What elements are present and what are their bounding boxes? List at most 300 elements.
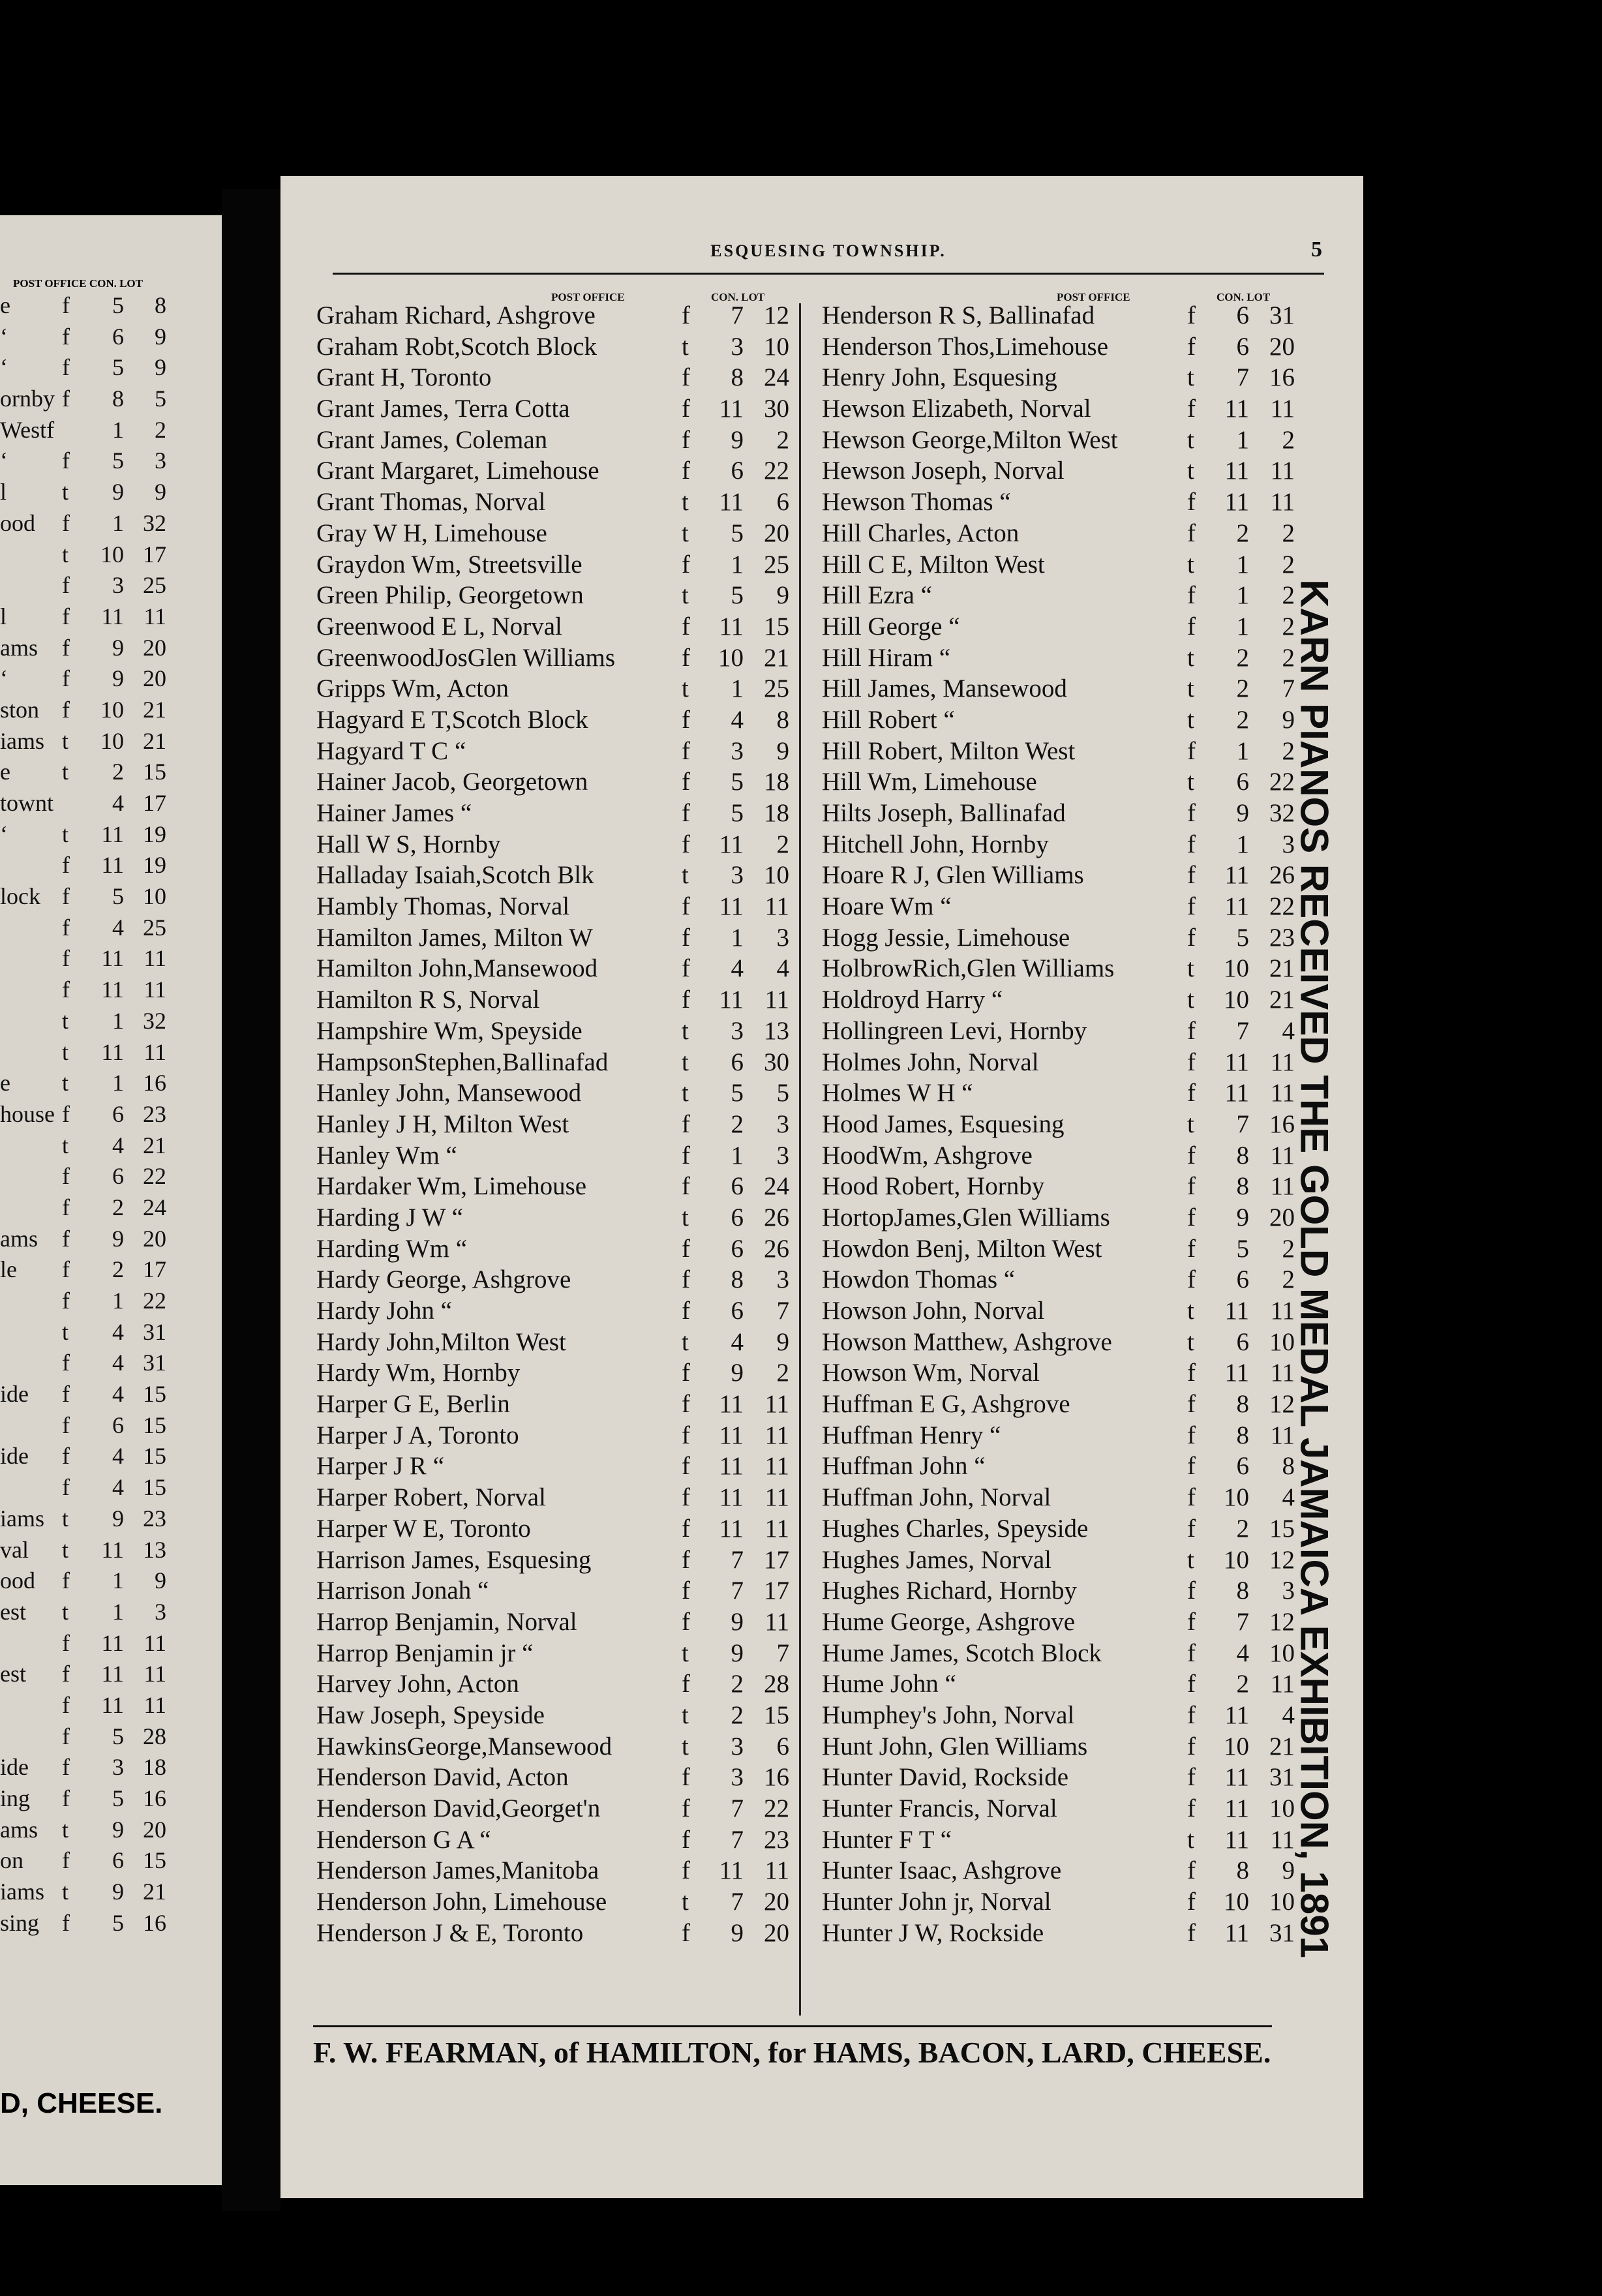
entry-name: Hogg Jessie, Limehouse (822, 923, 1070, 952)
entry-lot: 21 (143, 727, 166, 754)
entry-concession: 4 (731, 1327, 744, 1356)
entry-lot: 16 (143, 1070, 166, 1096)
entry-concession: 1 (731, 1141, 744, 1170)
entry-tenure: f (1187, 1141, 1196, 1170)
entry-lot: 7 (776, 1639, 789, 1667)
entry-concession: 9 (112, 1225, 124, 1252)
entry-name: Hill C E, Milton West (822, 550, 1045, 579)
entry-concession: 6 (1236, 1452, 1249, 1481)
entry-name: Howson Matthew, Ashgrove (822, 1327, 1112, 1356)
entry-name: Hamilton John,Mansewood (316, 954, 598, 983)
entry-fragment: ams (0, 634, 38, 661)
entry-name: Hambly Thomas, Norval (316, 892, 570, 921)
entry-tenure: t (1187, 986, 1194, 1014)
directory-entry (822, 425, 1305, 456)
entry-name: Green Philip, Georgetown (316, 581, 584, 610)
entry-concession: 4 (1236, 1639, 1249, 1667)
entry-name: Hilts Joseph, Ballinafad (822, 799, 1066, 827)
entry-tenure: f (62, 1256, 70, 1283)
entry-tenure: t (682, 674, 689, 703)
entry-name: Henderson David, Acton (316, 1763, 569, 1792)
entry-fragment: ide (0, 1443, 29, 1470)
left-page-entry (0, 1659, 222, 1690)
entry-lot: 12 (1269, 1390, 1295, 1419)
entry-fragment: townt (0, 790, 54, 816)
entry-concession: 8 (112, 385, 124, 412)
entry-lot: 11 (1270, 488, 1295, 517)
left-page-entry (0, 788, 222, 819)
entry-concession: 7 (731, 1825, 744, 1854)
directory-entry (822, 1886, 1305, 1918)
entry-lot: 16 (143, 1909, 166, 1936)
entry-name: Hill Charles, Acton (822, 519, 1020, 547)
entry-lot: 21 (143, 696, 166, 723)
entry-name: Huffman John “ (822, 1452, 986, 1481)
entry-lot: 2 (1282, 736, 1295, 765)
entry-lot: 20 (143, 1225, 166, 1252)
entry-name: Holdroyd Harry “ (822, 986, 1003, 1014)
entry-name: Hainer Jacob, Georgetown (316, 768, 588, 796)
entry-tenure: f (62, 385, 70, 412)
directory-entry (316, 860, 799, 891)
entry-tenure: f (1187, 1265, 1196, 1294)
entry-name: Grant Thomas, Norval (316, 488, 546, 517)
directory-entry (316, 1762, 799, 1793)
entry-lot: 3 (776, 1141, 789, 1170)
entry-name: Henderson James,Manitoba (316, 1856, 599, 1885)
entry-tenure: t (62, 759, 69, 785)
entry-lot: 22 (764, 1794, 789, 1822)
entry-concession: 11 (1224, 1918, 1249, 1947)
entry-name: Hughes Charles, Speyside (822, 1514, 1089, 1543)
entry-concession: 4 (112, 1381, 124, 1408)
entry-lot: 11 (764, 1483, 789, 1512)
book-gutter (222, 189, 280, 2211)
entry-lot: 15 (143, 1381, 166, 1408)
entry-tenure: t (682, 1048, 689, 1076)
entry-concession: 11 (101, 603, 124, 629)
directory-entry (316, 1047, 799, 1078)
entry-name: Hunter J W, Rockside (822, 1918, 1044, 1947)
entry-tenure: f (62, 1288, 70, 1314)
entry-lot: 3 (1282, 1577, 1295, 1605)
entry-lot: 8 (155, 292, 166, 318)
entry-name: Hoare R J, Glen Williams (822, 861, 1084, 890)
entry-concession: 3 (731, 861, 744, 890)
entry-name: Hood Robert, Hornby (822, 1172, 1045, 1201)
entry-concession: 2 (1236, 705, 1249, 734)
entry-tenure: f (1187, 1452, 1196, 1481)
directory-entry (316, 891, 799, 922)
entry-lot: 9 (155, 479, 166, 506)
entry-concession: 4 (112, 1443, 124, 1470)
entry-lot: 5 (776, 1079, 789, 1108)
entry-lot: 17 (143, 790, 166, 816)
entry-lot: 15 (764, 612, 789, 641)
entry-concession: 4 (112, 790, 124, 816)
left-page-entry (0, 1690, 222, 1721)
entry-name: Humphey's John, Norval (822, 1700, 1075, 1729)
entry-lot: 17 (764, 1545, 789, 1574)
entry-concession: 11 (719, 1483, 744, 1512)
entry-lot: 32 (143, 509, 166, 536)
entry-lot: 10 (1269, 1639, 1295, 1667)
directory-entry (822, 1047, 1305, 1078)
entry-concession: 10 (100, 696, 124, 723)
left-page-entry (0, 508, 222, 539)
entry-lot: 11 (1270, 1825, 1295, 1854)
entry-lot: 23 (764, 1825, 789, 1854)
directory-entry (822, 1793, 1305, 1824)
entry-name: Hanley Wm “ (316, 1141, 457, 1170)
entry-fragment: iams (0, 727, 44, 754)
con-lot-label: CON. LOT (711, 291, 765, 303)
entry-lot: 7 (1282, 674, 1295, 703)
entry-fragment: iams (0, 1879, 44, 1905)
entry-tenure: f (62, 1723, 70, 1749)
entry-concession: 9 (112, 634, 124, 661)
left-page-entry (0, 1628, 222, 1659)
entry-name: Huffman Henry “ (822, 1421, 1001, 1449)
entry-lot: 20 (764, 1918, 789, 1947)
entry-tenure: f (1187, 923, 1196, 952)
entry-concession: 11 (1224, 1297, 1249, 1325)
entry-tenure: f (682, 1141, 690, 1170)
entry-tenure: f (1187, 1016, 1196, 1045)
entry-concession: 4 (112, 1318, 124, 1345)
entry-concession: 5 (112, 447, 124, 474)
entry-tenure: f (62, 1661, 70, 1687)
entry-concession: 5 (112, 1723, 124, 1749)
entry-concession: 8 (1236, 1141, 1249, 1170)
directory-entry (822, 1140, 1305, 1171)
entry-concession: 1 (112, 509, 124, 536)
entry-name: Henderson David,Georget'n (316, 1794, 601, 1822)
entry-lot: 21 (1269, 954, 1295, 983)
entry-fragment: ‘ (0, 354, 8, 381)
entry-name: Hampshire Wm, Speyside (316, 1016, 582, 1045)
entry-lot: 17 (143, 1256, 166, 1283)
entry-tenure: t (1187, 1825, 1194, 1854)
left-page-entry (0, 1721, 222, 1753)
entry-concession: 1 (1236, 425, 1249, 454)
entry-tenure: f (62, 976, 70, 1003)
entry-tenure: f (1187, 1670, 1196, 1699)
directory-entry (822, 953, 1305, 984)
entry-tenure: t (682, 488, 689, 517)
entry-concession: 5 (1236, 923, 1249, 952)
entry-concession: 1 (1236, 612, 1249, 641)
entry-tenure: f (682, 1918, 690, 1947)
entry-concession: 2 (731, 1110, 744, 1138)
left-page-entry (0, 1815, 222, 1846)
entry-concession: 3 (731, 1016, 744, 1045)
entry-name: Hume John “ (822, 1670, 956, 1699)
entry-tenure: f (682, 1825, 690, 1854)
entry-concession: 5 (731, 1079, 744, 1108)
entry-concession: 6 (112, 1412, 124, 1438)
entry-tenure: f (1187, 1359, 1196, 1387)
right-page (280, 176, 1363, 2198)
entry-lot: 2 (776, 425, 789, 454)
entry-lot: 11 (1270, 1359, 1295, 1387)
entry-tenure: f (62, 1785, 70, 1811)
entry-concession: 4 (112, 1350, 124, 1376)
entry-tenure: f (62, 1225, 70, 1252)
entry-concession: 11 (101, 821, 124, 847)
entry-tenure: f (1187, 1732, 1196, 1760)
entry-name: Henry John, Esquesing (822, 363, 1057, 392)
left-page-entry (0, 1597, 222, 1628)
left-page-entry (0, 943, 222, 974)
entry-concession: 11 (719, 1514, 744, 1543)
entry-tenure: t (682, 1203, 689, 1231)
directory-entry (316, 1513, 799, 1545)
entry-lot: 23 (143, 1505, 166, 1532)
entry-concession: 3 (731, 1763, 744, 1792)
entry-name: Harrison James, Esquesing (316, 1545, 592, 1574)
entry-tenure: f (682, 1265, 690, 1294)
directory-entry (316, 1482, 799, 1513)
entry-tenure: f (1187, 830, 1196, 858)
entry-tenure: f (682, 1359, 690, 1387)
entry-concession: 6 (112, 1163, 124, 1190)
directory-entry (822, 487, 1305, 518)
entry-tenure: t (62, 1598, 69, 1625)
entry-tenure: f (1187, 1700, 1196, 1729)
entry-concession: 9 (112, 1505, 124, 1532)
entry-lot: 18 (143, 1754, 166, 1781)
entry-tenure: f (682, 1452, 690, 1481)
entry-name: Harper Robert, Norval (316, 1483, 546, 1512)
entry-tenure: t (682, 581, 689, 610)
entry-concession: 9 (731, 1359, 744, 1387)
entry-lot: 15 (143, 759, 166, 785)
entry-concession: 4 (731, 705, 744, 734)
entry-lot: 26 (764, 1234, 789, 1263)
entry-name: Hunter John jr, Norval (822, 1888, 1051, 1916)
directory-entry (822, 1669, 1305, 1700)
left-page-entry (0, 881, 222, 913)
entry-lot: 31 (143, 1350, 166, 1376)
footer-advert: F. W. FEARMAN, of HAMILTON, for HAMS, BACON, LARD, CHEESE. (313, 2036, 1271, 2069)
directory-entry (316, 766, 799, 798)
entry-concession: 1 (731, 923, 744, 952)
entry-lot: 21 (143, 1879, 166, 1905)
entry-lot: 2 (155, 416, 166, 443)
entry-lot: 9 (776, 581, 789, 610)
left-page-entry (0, 633, 222, 664)
entry-lot: 16 (1269, 1110, 1295, 1138)
entry-concession: 8 (1236, 1390, 1249, 1419)
entry-lot: 20 (764, 1888, 789, 1916)
entry-lot: 9 (155, 354, 166, 381)
entry-lot: 24 (143, 1194, 166, 1220)
entry-lot: 11 (144, 1629, 166, 1656)
entry-lot: 12 (1269, 1607, 1295, 1636)
directory-entry (822, 1513, 1305, 1545)
entry-name: Harvey John, Acton (316, 1670, 519, 1699)
entry-name: Hagyard E T,Scotch Block (316, 705, 588, 734)
entry-lot: 11 (1270, 1141, 1295, 1170)
directory-entry (822, 455, 1305, 487)
entry-concession: 1 (731, 674, 744, 703)
entry-concession: 6 (731, 1297, 744, 1325)
entry-concession: 10 (1224, 986, 1249, 1014)
directory-entry (822, 300, 1305, 331)
entry-tenure: t (1187, 705, 1194, 734)
entry-fragment: ‘ (0, 323, 8, 350)
entry-lot: 24 (764, 363, 789, 392)
directory-entry (316, 984, 799, 1016)
entry-lot: 2 (1282, 1234, 1295, 1263)
entry-concession: 1 (112, 1598, 124, 1625)
entry-concession: 7 (1236, 363, 1249, 392)
entry-tenure: f (682, 550, 690, 579)
header-rule (333, 273, 1324, 275)
page-title: ESQUESING TOWNSHIP. (710, 241, 946, 260)
directory-entry (316, 1855, 799, 1886)
entry-concession: 6 (1236, 768, 1249, 796)
entry-tenure: f (62, 634, 70, 661)
entry-tenure: f (62, 1847, 70, 1874)
entry-name: Graydon Wm, Streetsville (316, 550, 582, 579)
entry-tenure: f (1187, 1888, 1196, 1916)
entry-concession: 1 (1236, 550, 1249, 579)
entry-lot: 11 (144, 1661, 166, 1687)
entry-concession: 6 (731, 457, 744, 485)
entry-tenure: f (682, 425, 690, 454)
entry-tenure: f (1187, 1234, 1196, 1263)
entry-concession: 5 (1236, 1234, 1249, 1263)
entry-concession: 8 (1236, 1577, 1249, 1605)
entry-fragment: e (0, 759, 10, 785)
entry-lot: 15 (143, 1443, 166, 1470)
entry-tenure: f (682, 457, 690, 485)
entry-lot: 10 (1269, 1327, 1295, 1356)
entry-lot: 32 (143, 1007, 166, 1034)
entry-fragment: ston (0, 696, 40, 723)
entry-concession: 1 (731, 550, 744, 579)
entry-name: Henderson J & E, Toronto (316, 1918, 584, 1947)
directory-entry (822, 1824, 1305, 1856)
entry-tenure: f (1187, 1203, 1196, 1231)
entry-lot: 20 (1269, 1203, 1295, 1231)
entry-concession: 10 (100, 727, 124, 754)
left-page-entry (0, 726, 222, 757)
directory-entry (316, 1327, 799, 1358)
directory-entry (822, 1078, 1305, 1109)
entry-tenure: f (682, 705, 690, 734)
entry-concession: 6 (731, 1048, 744, 1076)
entry-tenure: f (62, 447, 70, 474)
entry-name: Henderson R S, Ballinafad (822, 301, 1095, 329)
entry-name: Howson John, Norval (822, 1297, 1045, 1325)
directory-entry (316, 549, 799, 581)
entry-name: Hunter F T “ (822, 1825, 952, 1854)
directory-entry (822, 1389, 1305, 1420)
entry-lot: 11 (144, 603, 166, 629)
entry-tenure: t (682, 332, 689, 361)
entry-fragment: sing (0, 1909, 40, 1936)
entry-concession: 8 (1236, 1421, 1249, 1449)
entry-name: Hardy Wm, Hornby (316, 1359, 521, 1387)
directory-entry (316, 1575, 799, 1607)
entry-lot: 3 (776, 1265, 789, 1294)
entry-tenure: f (62, 1909, 70, 1936)
directory-entry (822, 736, 1305, 767)
entry-name: Grant Margaret, Limehouse (316, 457, 599, 485)
entry-lot: 11 (764, 1390, 789, 1419)
directory-entry (822, 798, 1305, 829)
left-page-entry (0, 757, 222, 788)
entry-concession: 11 (101, 852, 124, 879)
entry-tenure: f (62, 696, 70, 723)
entry-name: Holmes W H “ (822, 1079, 973, 1108)
entry-concession: 9 (112, 1879, 124, 1905)
directory-entry (822, 1295, 1305, 1327)
directory-entry (316, 1016, 799, 1047)
entry-name: Haw Joseph, Speyside (316, 1700, 545, 1729)
entry-name: Gray W H, Limehouse (316, 519, 547, 547)
entry-concession: 7 (1236, 1110, 1249, 1138)
entry-lot: 11 (1270, 1670, 1295, 1699)
entry-lot: 17 (764, 1577, 789, 1605)
side-advert-text: KARN PIANOS RECEIVED THE GOLD MEDAL JAMAICA EXHIBITION, 1891 (1292, 579, 1337, 1958)
side-advert (1292, 251, 1337, 2286)
entry-lot: 13 (143, 1536, 166, 1563)
entry-name: Hagyard T C “ (316, 736, 466, 765)
left-page-entry (0, 290, 222, 322)
entry-lot: 9 (1282, 705, 1295, 734)
entry-tenure: f (682, 1297, 690, 1325)
entry-concession: 11 (1224, 1825, 1249, 1854)
entry-name: Hanley John, Mansewood (316, 1079, 582, 1108)
entry-concession: 11 (719, 488, 744, 517)
entry-concession: 10 (1224, 1732, 1249, 1760)
entry-lot: 11 (1270, 1421, 1295, 1449)
entry-name: Hughes James, Norval (822, 1545, 1052, 1574)
entry-name: Howson Wm, Norval (822, 1359, 1040, 1387)
entry-lot: 20 (764, 519, 789, 547)
entry-concession: 2 (1236, 519, 1249, 547)
entry-lot: 9 (155, 323, 166, 350)
left-page-entry (0, 974, 222, 1006)
entry-lot: 20 (143, 1816, 166, 1843)
entry-name: Hill Robert “ (822, 705, 955, 734)
entry-tenure: f (62, 603, 70, 629)
entry-name: Hanley J H, Milton West (316, 1110, 569, 1138)
directory-entry (316, 1140, 799, 1171)
entry-tenure: f (1187, 736, 1196, 765)
entry-concession: 3 (731, 332, 744, 361)
directory-entry (316, 922, 799, 954)
entry-name: Hill Hiram “ (822, 643, 951, 672)
entry-lot: 11 (1270, 457, 1295, 485)
entry-tenure: t (682, 1700, 689, 1729)
directory-entry (316, 953, 799, 984)
directory-entry (316, 1545, 799, 1576)
entry-concession: 2 (731, 1670, 744, 1699)
entry-tenure: f (62, 852, 70, 879)
entry-lot: 13 (764, 1016, 789, 1045)
entry-tenure: f (682, 1670, 690, 1699)
entry-lot: 12 (764, 301, 789, 329)
directory-entry (822, 1545, 1305, 1576)
entry-lot: 11 (764, 1856, 789, 1885)
entry-concession: 6 (1236, 301, 1249, 329)
entry-lot: 9 (155, 1567, 166, 1594)
